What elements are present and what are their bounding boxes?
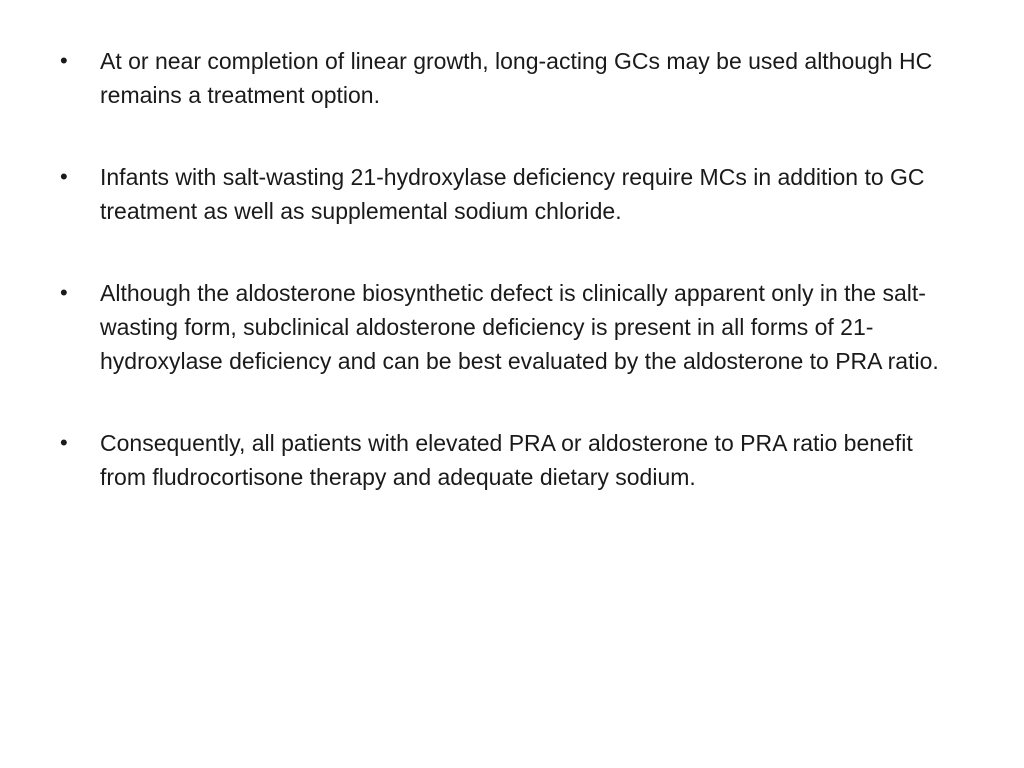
- bullet-marker: •: [60, 164, 68, 189]
- bullet-item-3: [60, 276, 960, 378]
- bullet-text: Although the aldosterone biosynthetic defect is clinically apparent only in the salt-wasting form, subclinical aldosterone deficiency is present in all forms of 21-hydroxylase deficiency and can be best evaluated by the aldosterone to PRA ratio.: [100, 280, 939, 374]
- bullet-marker: •: [60, 280, 68, 305]
- bullet-text: At or near completion of linear growth, long-acting GCs may be used although HC remains a treatment option.: [100, 48, 933, 108]
- bullet-text: Infants with salt-wasting 21-hydroxylase deficiency require MCs in addition to GC treatment as well as supplemental sodium chloride.: [100, 164, 925, 224]
- bullet-list: [60, 44, 960, 494]
- bullet-item-4: [60, 426, 960, 494]
- bullet-item-1: [60, 44, 960, 112]
- bullet-item-2: [60, 160, 960, 228]
- bullet-marker: •: [60, 48, 68, 73]
- bullet-marker: •: [60, 430, 68, 455]
- bullet-text: Consequently, all patients with elevated PRA or aldosterone to PRA ratio benefit from fludrocortisone therapy and adequate dietary sodium.: [100, 430, 913, 490]
